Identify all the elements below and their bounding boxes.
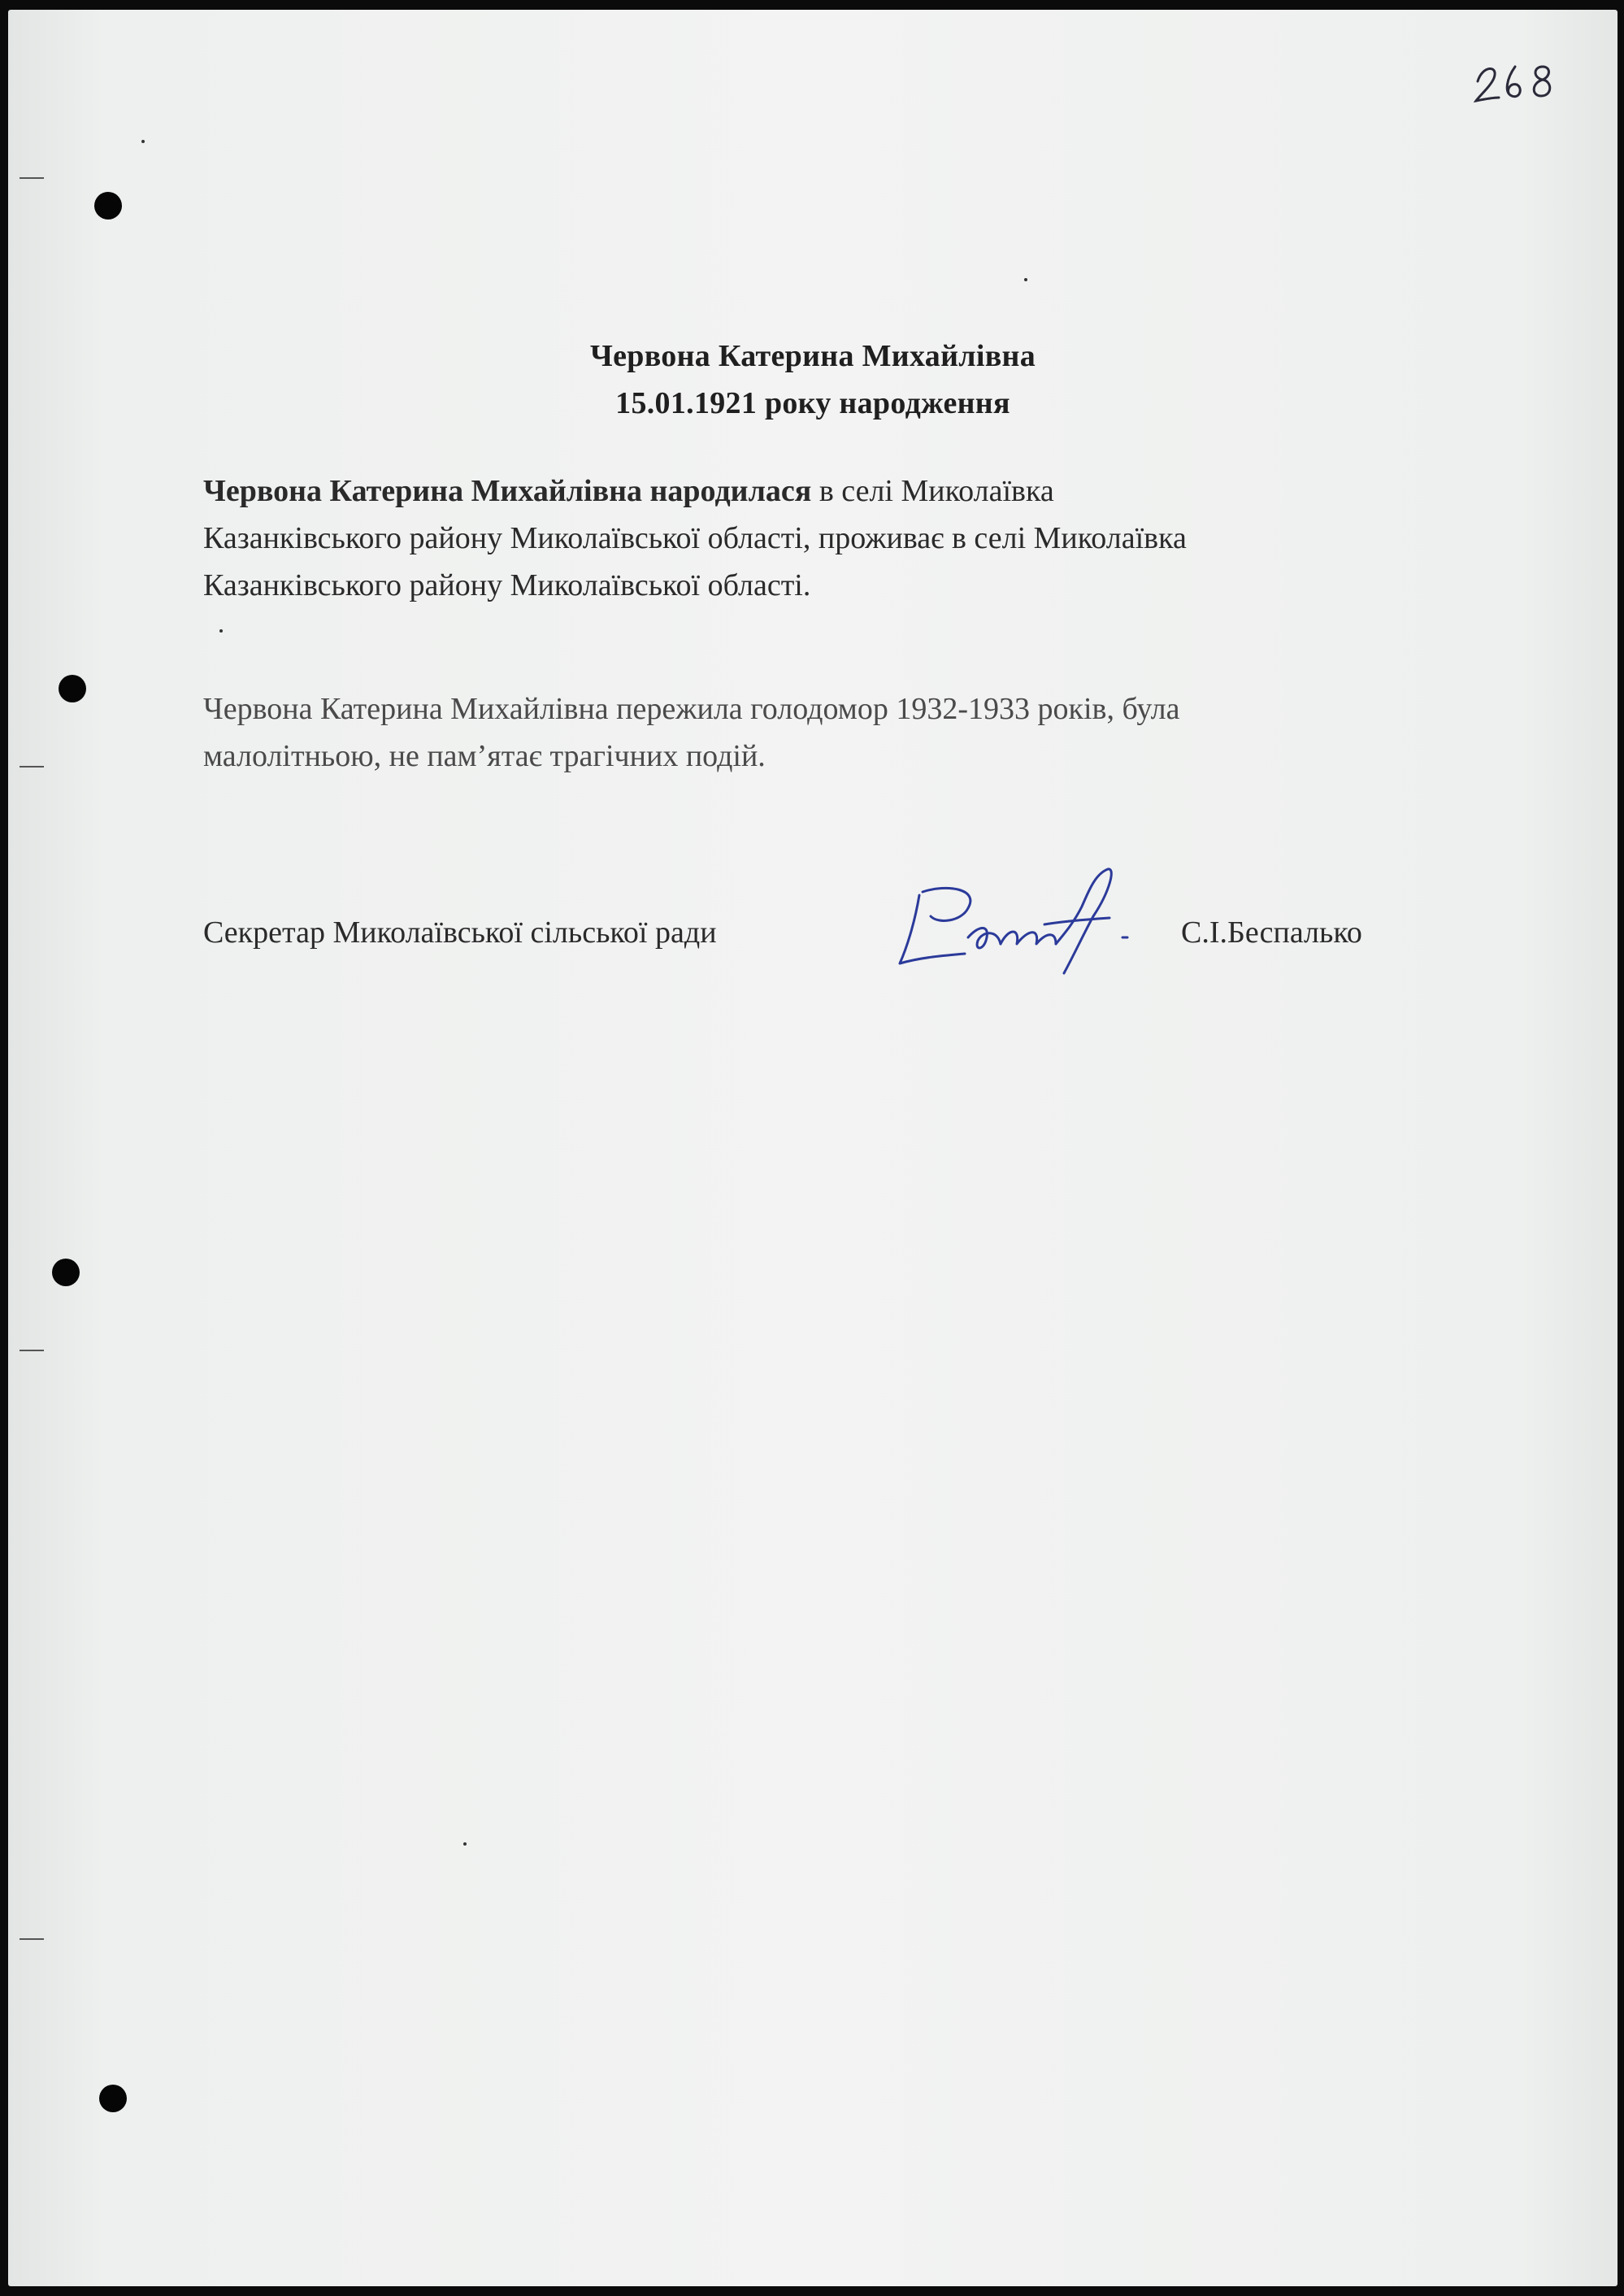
- margin-tick: [20, 766, 44, 768]
- margin-tick: [20, 177, 44, 179]
- secretary-title: Секретар Миколаївської сільської ради: [203, 915, 717, 950]
- paragraph2-line1: Червона Катерина Михайлівна пережила голодомор 1932-1933 років, була: [203, 692, 1180, 726]
- handwritten-signature: [890, 859, 1158, 989]
- document-page: [8, 10, 1617, 2286]
- binder-hole: [59, 675, 86, 702]
- binder-hole: [94, 192, 122, 220]
- signatory-name: С.І.Беспалько: [1181, 915, 1362, 950]
- binder-hole: [52, 1259, 80, 1286]
- margin-tick: [20, 1938, 44, 1940]
- page-number-handwritten: [1471, 42, 1561, 107]
- document-title: Червона Катерина Михайлівна: [589, 339, 1036, 373]
- paragraph1-line2: Казанківського району Миколаївської області, проживає в селі Миколаївка: [203, 521, 1187, 555]
- paragraph2-line2: малолітньою, не пам’ятає трагічних подій.: [203, 739, 766, 773]
- birthplace-text: в селі Миколаївка: [811, 474, 1054, 508]
- paper-speck: [1024, 278, 1027, 281]
- paper-speck: [219, 629, 223, 633]
- paper-speck: [141, 140, 145, 143]
- subject-name-bold: Червона Катерина Михайлівна народилася: [203, 474, 812, 508]
- margin-tick: [20, 1350, 44, 1351]
- birth-date-line: 15.01.1921 року народження: [615, 386, 1010, 420]
- paper-speck: [463, 1842, 467, 1846]
- paragraph1-line3: Казанківського району Миколаївської області.: [203, 568, 811, 602]
- paragraph1-line1: [203, 473, 1054, 509]
- binder-hole: [99, 2085, 127, 2112]
